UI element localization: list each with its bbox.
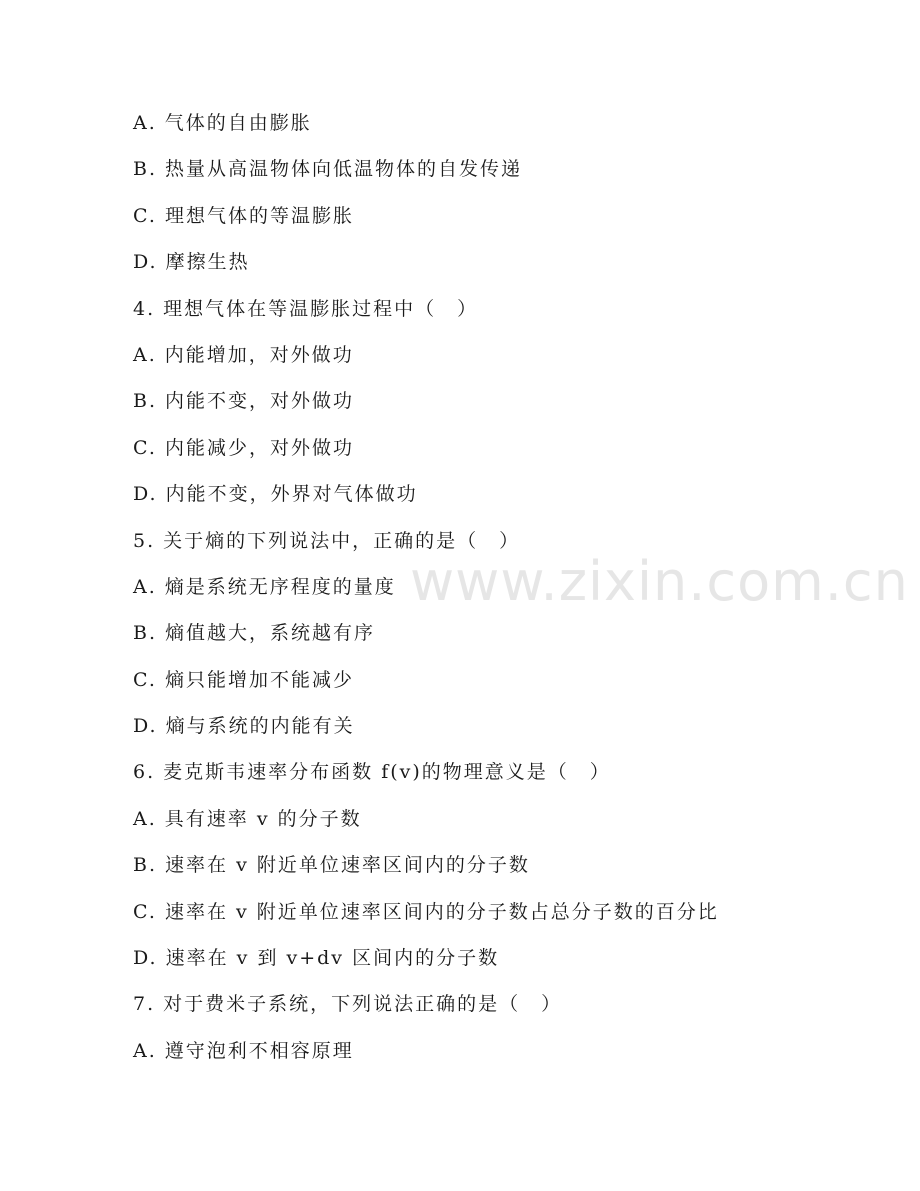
option-line: A. 内能增加，对外做功: [133, 343, 354, 366]
option-line: B. 热量从高温物体向低温物体的自发传递: [133, 158, 523, 181]
option-line: B. 速率在 v 附近单位速率区间内的分子数: [133, 854, 530, 877]
option-line: D. 内能不变，外界对气体做功: [133, 483, 418, 506]
option-line: D. 速率在 v 到 v+dv 区间内的分子数: [133, 947, 500, 970]
option-line: A. 遵守泡利不相容原理: [133, 1039, 354, 1062]
option-line: C. 内能减少，对外做功: [133, 436, 354, 459]
question-text: [133, 105, 873, 1079]
option-line: C. 理想气体的等温膨胀: [133, 204, 354, 227]
option-line: C. 熵只能增加不能减少: [133, 668, 354, 691]
option-line: D. 摩擦生热: [133, 251, 250, 274]
option-line: B. 熵值越大，系统越有序: [133, 622, 376, 645]
question-line: 7. 对于费米子系统，下列说法正确的是（ ）: [133, 993, 563, 1016]
option-line: C. 速率在 v 附近单位速率区间内的分子数占总分子数的百分比: [133, 900, 719, 923]
question-line: 4. 理想气体在等温膨胀过程中（ ）: [133, 297, 479, 320]
option-line: A. 熵是系统无序程度的量度: [133, 575, 396, 598]
option-line: D. 熵与系统的内能有关: [133, 715, 355, 738]
option-line: A. 气体的自由膨胀: [133, 112, 312, 134]
option-line: A. 具有速率 v 的分子数: [133, 807, 362, 830]
watermark: www.zixin.com.cn: [410, 550, 909, 613]
option-line: B. 内能不变，对外做功: [133, 390, 355, 413]
question-line: 5. 关于熵的下列说法中，正确的是（ ）: [133, 529, 521, 552]
question-line: 6. 麦克斯韦速率分布函数 f(v)的物理意义是（ ）: [133, 761, 611, 784]
